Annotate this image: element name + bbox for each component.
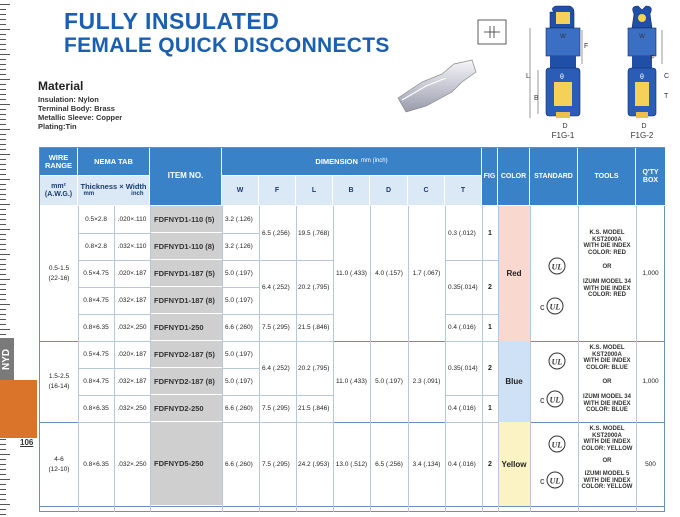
header-thickness-width (78, 176, 150, 206)
dim-c-value: 2.3 (.091) (412, 378, 441, 385)
tools-line: WITH DIE INDEX (583, 285, 631, 292)
ul-certification-mark (540, 296, 566, 316)
ruler-tick (0, 254, 10, 255)
ruler-tick (0, 54, 10, 55)
grid-line (445, 206, 446, 512)
ruler-tick (0, 14, 6, 15)
svg-text:UL: UL (549, 395, 561, 405)
dim-l-value: 20.2 (.795) (298, 283, 330, 291)
item-number: FDFNYD1-110 (5) (151, 206, 222, 233)
tools-line: IZUMI MODEL 34 (583, 393, 631, 400)
dim-l-value: 20.2 (.795) (298, 364, 330, 372)
tools-line: OR (602, 379, 612, 386)
wire-range-mm: 4-6 (54, 455, 64, 463)
dim-label-t2: T (664, 93, 669, 100)
ruler-tick (0, 129, 10, 130)
tools-line: WITH DIE INDEX (583, 439, 631, 446)
ruler-tick (0, 294, 6, 295)
dim-w-value: 5.0 (.197) (225, 297, 253, 304)
dim-t-value: 0.4 (.016) (448, 460, 476, 468)
page-title-line2: FEMALE QUICK DISCONNECTS (64, 34, 390, 57)
header-item-no (150, 148, 222, 206)
tools-line: K.S. MODEL (589, 426, 625, 432)
ruler-tick (0, 114, 6, 115)
svg-text:θ: θ (560, 74, 564, 81)
tab-inch-cell: .032×.110 (117, 243, 147, 250)
svg-text:UL: UL (551, 357, 563, 367)
ruler-tick (0, 309, 6, 310)
tools-line: IZUMI MODEL 34 (583, 278, 631, 285)
tools-line: WITH DIE INDEX (583, 400, 631, 407)
tools-line: KST2000A (592, 432, 622, 439)
ruler-tick (0, 169, 6, 170)
spec-table (39, 147, 665, 512)
ruler-tick (0, 229, 10, 230)
wire-range-mm: 0.5-1.5 (48, 265, 70, 272)
svg-text:UL: UL (549, 302, 561, 312)
dim-label-c2: C (664, 73, 670, 80)
dim-d-value: 4.0 (.157) (375, 270, 403, 277)
grid-line (259, 206, 260, 512)
ruler-tick (0, 184, 6, 185)
grid-line (114, 206, 115, 512)
wire-range-awg: (12-10) (48, 465, 70, 473)
fig2-drawing (628, 6, 662, 118)
grid-line (498, 206, 499, 512)
dim-c-value: 3.4 (.134) (412, 460, 441, 468)
grid-line (333, 206, 334, 512)
tools-line: KST2000A (592, 351, 622, 358)
ruler-tick (0, 149, 6, 150)
ruler-tick (0, 194, 6, 195)
tab-mm-cell: 0.5×4.75 (83, 270, 109, 277)
tab-mm-cell: 0.8×4.75 (83, 378, 109, 385)
header-dimension-unit: mm (inch) (360, 158, 388, 165)
ruler-tick (0, 484, 6, 485)
dim-b-value: 13.0 (.512) (335, 460, 368, 468)
dim-label-f1: F (584, 43, 589, 50)
header-dimension-text: DIMENSION (315, 156, 358, 166)
grid-line (578, 206, 579, 512)
svg-text:c: c (540, 395, 545, 405)
svg-text:UL: UL (549, 476, 561, 486)
svg-text:θ: θ (640, 74, 644, 81)
ul-certification-mark (540, 470, 566, 490)
tools-cell (578, 345, 636, 414)
header-wire-awg: (A.W.G.) (44, 190, 73, 198)
svg-text:UL: UL (551, 262, 563, 272)
fig-value: 2 (488, 364, 492, 372)
ruler-tick (0, 209, 6, 210)
header-standard: STANDARD (530, 148, 578, 206)
ruler-tick (0, 84, 6, 85)
page-title-line1: FULLY INSULATED (64, 8, 280, 34)
dim-f-value: 7.5 (.295) (262, 405, 290, 412)
header-wire-mm2: mm² (51, 183, 66, 191)
tools-line: COLOR: BLUE (586, 364, 628, 371)
ruler-tick (0, 74, 6, 75)
tab-mm-cell: 0.8×6.35 (83, 460, 109, 468)
tab-mm-cell: 0.8×6.35 (83, 405, 109, 412)
tools-line: COLOR: RED (588, 292, 626, 299)
wire-range-cell (40, 422, 78, 506)
wire-range-cell (40, 206, 78, 341)
ruler-tick (0, 509, 6, 510)
page-number: 106 (20, 438, 34, 447)
ruler-tick (0, 329, 10, 330)
ruler-tick (0, 459, 6, 460)
header-dim-w: W (222, 176, 259, 206)
wire-range-awg: (16-14) (48, 383, 70, 390)
grid-line (78, 206, 79, 512)
ruler-tick (0, 464, 6, 465)
tab-inch-cell: .032×.250 (117, 405, 147, 412)
ul-certification-mark (540, 389, 566, 409)
qty-cell: 1,000 (642, 378, 659, 385)
ruler-tick (0, 299, 6, 300)
ruler-tick (0, 139, 6, 140)
item-number: FDFNYD2-187 (8) (151, 368, 222, 395)
wire-range-mm: 1.5-2.5 (48, 373, 70, 380)
ruler-tick (0, 174, 6, 175)
ruler-tick (0, 204, 10, 205)
tab-inch-cell: .032×.250 (117, 324, 147, 331)
ruler-tick (0, 89, 6, 90)
header-dimension (222, 148, 482, 176)
dim-t-value: 0.4 (.016) (448, 405, 476, 412)
ruler-tick (0, 274, 6, 275)
ruler-tick (0, 134, 6, 135)
header-fig: FIG (482, 148, 498, 206)
grid-line (408, 206, 409, 512)
header-dim-f: F (259, 176, 296, 206)
ruler-tick (0, 49, 6, 50)
item-number: FDFNYD2-187 (5) (151, 341, 222, 368)
dim-d-value: 5.0 (.197) (375, 378, 403, 385)
tab-inch-cell: .032×.250 (117, 460, 147, 468)
ruler-tick (0, 99, 6, 100)
tab-mm-cell: 0.8×2.8 (85, 243, 107, 250)
ruler-tick (0, 439, 6, 440)
ruler-tick (0, 94, 6, 95)
ruler-tick (0, 4, 10, 5)
fig2-label: F1G-2 (630, 131, 654, 140)
grid-line (370, 206, 371, 512)
qty-cell: 1,000 (642, 270, 659, 277)
fig-value: 1 (488, 405, 492, 412)
ruler-tick (0, 454, 10, 455)
tools-line: COLOR: RED (588, 249, 626, 256)
wire-range-cell (40, 341, 78, 422)
dim-l-value: 21.5 (.846) (298, 324, 330, 331)
ruler-tick (0, 224, 6, 225)
grid-line (296, 206, 297, 512)
item-number: FDFNYD2-250 (151, 395, 222, 422)
ruler-tick (0, 304, 10, 305)
ul-certification-mark (542, 351, 568, 371)
product-photo (392, 52, 478, 114)
tab-mm-cell: 0.5×4.75 (83, 351, 109, 358)
material-sleeve: Metallic Sleeve: Copper (38, 113, 123, 122)
ruler-tick (0, 334, 6, 335)
ruler-tick (0, 259, 6, 260)
ruler-tick (0, 499, 6, 500)
dim-w-value: 5.0 (.197) (225, 351, 253, 358)
material-heading: Material (38, 79, 84, 93)
material-terminal-body: Terminal Body: Brass (38, 104, 115, 113)
ruler-tick (0, 24, 6, 25)
ruler-tick (0, 279, 10, 280)
ruler-tick (0, 249, 6, 250)
ruler-tick (0, 474, 6, 475)
tools-line: COLOR: YELLOW (581, 484, 633, 491)
color-cell: Yellow (498, 422, 530, 506)
ruler-tick (0, 514, 6, 515)
ruler-tick (0, 314, 6, 315)
header-dim-l: L (296, 176, 333, 206)
item-number: FDFNYD1-110 (8) (151, 233, 222, 260)
dim-label-b1: B (534, 95, 539, 102)
dim-t-value: 0.35(.014) (448, 283, 478, 291)
ruler-tick (0, 164, 6, 165)
dim-w-value: 3.2 (.126) (225, 243, 253, 250)
header-dim-b: B (333, 176, 370, 206)
header-dim-t: T (445, 176, 482, 206)
ruler-tick (0, 79, 10, 80)
header-mm: mm (83, 191, 95, 198)
svg-text:c: c (540, 476, 545, 486)
dim-t-value: 0.35(.014) (448, 364, 478, 372)
header-wire-range: WIRE RANGE (40, 148, 78, 176)
ul-certification-mark (542, 434, 568, 454)
dim-label-w1: W (560, 34, 566, 40)
tab-mm-cell: 0.8×6.35 (83, 324, 109, 331)
dim-f-value: 6.4 (.252) (262, 364, 290, 372)
ruler-tick (0, 19, 6, 20)
grid-line (150, 206, 151, 512)
ruler-tick (0, 479, 10, 480)
ruler-tick (0, 234, 6, 235)
tab-inch-cell: .020×.110 (117, 216, 147, 223)
ruler-tick (0, 469, 6, 470)
dim-label-d2: D (641, 123, 647, 130)
ruler-tick (0, 244, 6, 245)
header-thickness-width-text: Thickness × Width (80, 182, 147, 192)
tab-inch-cell: .032×.187 (117, 297, 147, 304)
header-nema-tab: NEMA TAB (78, 148, 150, 176)
dim-d-value: 6.5 (.256) (375, 460, 403, 468)
item-number: FDFNYD5-250 (151, 422, 222, 506)
tools-line: KST2000A (592, 236, 622, 243)
item-number: FDFNYD1-187 (8) (151, 287, 222, 314)
dim-f-value: 6.4 (.252) (262, 283, 290, 291)
header-wire-units (40, 176, 78, 206)
ruler-tick (0, 39, 6, 40)
color-cell: Red (498, 206, 530, 341)
dim-f-value: 6.5 (.256) (262, 229, 290, 237)
grid-line (222, 206, 223, 512)
fig-value: 2 (488, 460, 492, 468)
grid-line (40, 506, 664, 507)
header-dim-c: C (408, 176, 445, 206)
ruler-tick (0, 239, 6, 240)
tab-inch-cell: .020×.187 (117, 270, 147, 277)
dim-label-w2: W (639, 34, 645, 40)
fig1-label: F1G-1 (551, 131, 575, 140)
tools-line: OR (602, 458, 612, 465)
ruler-tick (0, 144, 6, 145)
ruler-tick (0, 44, 6, 45)
ruler-tick (0, 494, 6, 495)
tools-cell (578, 230, 636, 299)
ruler-tick (0, 59, 6, 60)
ruler-tick (0, 264, 6, 265)
tools-line: IZUMI MODEL 5 (584, 470, 630, 477)
dim-l-value: 21.5 (.846) (298, 405, 330, 412)
dim-t-value: 0.3 (.012) (448, 229, 476, 237)
dim-label-d1: D (562, 123, 568, 130)
tools-line: WITH DIE INDEX (583, 477, 631, 484)
fig-value: 1 (488, 324, 492, 331)
section-tab-label: NYD (0, 338, 14, 380)
tools-line: COLOR: YELLOW (581, 445, 633, 452)
ruler-tick (0, 219, 6, 220)
header-item-no-text: ITEM NO. (167, 171, 204, 181)
tools-cell (578, 426, 636, 491)
tools-line: WITH DIE INDEX (583, 358, 631, 365)
ruler-tick (0, 64, 6, 65)
ruler-tick (0, 324, 6, 325)
ruler-tick (0, 69, 6, 70)
dim-w-value: 6.6 (.260) (225, 460, 253, 468)
svg-text:c: c (540, 302, 545, 312)
ruler-tick (0, 29, 10, 30)
dim-b-value: 11.0 (.433) (336, 270, 367, 277)
header-color: COLOR (498, 148, 530, 206)
wire-range-awg: (22-16) (48, 275, 70, 282)
dim-label-f2: F (650, 55, 655, 62)
dim-w-value: 5.0 (.197) (225, 378, 253, 385)
ruler-tick (0, 9, 6, 10)
ruler-tick (0, 269, 6, 270)
fig-value: 1 (488, 229, 492, 237)
dim-f-value: 7.5 (.295) (262, 324, 290, 331)
tab-inch-cell: .032×.187 (117, 378, 147, 385)
ruler-tick (0, 109, 6, 110)
ruler-tick (0, 119, 6, 120)
ruler-tick (0, 289, 6, 290)
ruler-tick (0, 189, 6, 190)
ruler-tick (0, 449, 6, 450)
ruler-tick (0, 34, 6, 35)
header-dim-d: D (370, 176, 408, 206)
dim-c-value: 1.7 (.067) (412, 270, 441, 277)
header-inch: inch (131, 191, 144, 198)
ruler-tick (0, 104, 10, 105)
side-ruler (0, 0, 14, 517)
header-tools: TOOLS (578, 148, 636, 206)
dim-w-value: 6.6 (.260) (225, 405, 253, 412)
ruler-tick (0, 489, 6, 490)
tab-mm-cell: 0.8×4.75 (83, 297, 109, 304)
material-plating: Plating:Tin (38, 122, 77, 131)
grid-line (530, 206, 531, 512)
dim-label-l1: L (526, 73, 530, 80)
dim-b-value: 11.0 (.433) (336, 378, 367, 385)
dim-l-value: 19.5 (.768) (298, 229, 330, 237)
dim-f-value: 7.5 (.295) (262, 460, 290, 468)
tools-line: OR (602, 264, 612, 271)
header-qty-box: Q'TY BOX (636, 148, 665, 206)
svg-text:UL: UL (551, 440, 563, 450)
tools-line: K.S. MODEL (589, 230, 625, 236)
dim-t-value: 0.4 (.016) (448, 324, 476, 331)
qty-cell: 500 (645, 460, 656, 468)
ruler-tick (0, 319, 6, 320)
dim-w-value: 6.6 (.260) (225, 324, 253, 331)
ruler-tick (0, 284, 6, 285)
tab-mm-cell: 0.5×2.8 (85, 216, 107, 223)
ul-certification-mark (542, 256, 568, 276)
item-number: FDFNYD1-187 (5) (151, 260, 222, 287)
grid-line (482, 206, 483, 512)
dimension-figures (470, 2, 680, 142)
ruler-tick (0, 214, 6, 215)
ruler-tick (0, 154, 10, 155)
tools-line: WITH DIE INDEX (583, 243, 631, 250)
ruler-tick (0, 159, 6, 160)
fig-value: 2 (488, 283, 492, 291)
section-color-tab (0, 380, 37, 438)
grid-line (636, 206, 637, 512)
ruler-tick (0, 199, 6, 200)
item-number: FDFNYD1-250 (151, 314, 222, 341)
ruler-tick (0, 504, 10, 505)
ruler-tick (0, 179, 10, 180)
ruler-tick (0, 124, 6, 125)
material-insulation: Insulation: Nylon (38, 95, 99, 104)
dim-w-value: 5.0 (.197) (225, 270, 253, 277)
tools-line: COLOR: BLUE (586, 407, 628, 414)
dim-l-value: 24.2 (.953) (298, 460, 330, 468)
ruler-tick (0, 444, 6, 445)
tab-inch-cell: .020×.187 (117, 351, 147, 358)
color-cell: Blue (498, 341, 530, 422)
dim-w-value: 3.2 (.126) (225, 216, 253, 223)
tools-line: K.S. MODEL (589, 345, 625, 351)
